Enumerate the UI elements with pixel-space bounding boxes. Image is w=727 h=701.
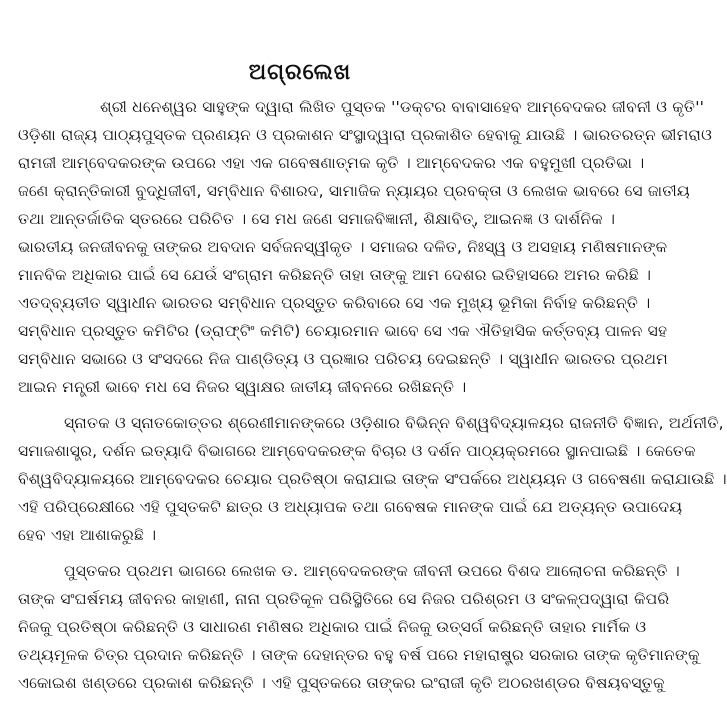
text-line: ସ୍ନାତକ ଓ ସ୍ନାତକୋତ୍ତର ଶ୍ରେଣୀମାନଙ୍କରେ ଓଡ଼ିଶାର ବିଭିନ୍ନ ବିଶ୍ୱବିଦ୍ୟାଳୟର ରାଜନୀତି ବିଜ୍ଞାନ, ଅର୍ଥନୀତି, xyxy=(64,414,724,432)
text-line: ହେବ ଏହା ଆଶାକରୁଛି । xyxy=(18,526,157,544)
text-line: ଏତଦ୍‌ବ୍ୟତୀତ ସ୍ୱାଧୀନ ଭାରତର ସମ୍ବିଧାନ ପ୍ରସ୍ତୁତ କରିବାରେ ସେ ଏକ ମୁଖ୍ୟ ଭୂମିକା ନିର୍ବାହ କରିଛନ୍ତି । xyxy=(18,294,651,312)
text-line: ସମ୍ବିଧାନ ପ୍ରସ୍ତୁତ କମିଟିର (ଡ୍ରାଫ୍‌ଟିଂ କମିଟି) ଚେୟାରମାନ ଭାବେ ସେ ଏକ ଐତିହାସିକ କର୍ତ୍ତବ୍ୟ ପାଳନ ସହ xyxy=(18,322,668,340)
text-line: ପୁସ୍ତକର ପ୍ରଥମ ଭାଗରେ ଲେଖକ ଡ. ଆମ୍ବେଦକରଙ୍କ ଜୀବନୀ ଉପରେ ବିଶଦ ଆଲୋଚନା କରିଛନ୍ତି । xyxy=(64,562,680,580)
text-line: ସମାଜଶାସ୍ତ୍ର, ଦର୍ଶନ ଇତ୍ୟାଦି ବିଭାଗରେ ଆମ୍ବେଦକରଙ୍କ ବିଚାର ଓ ଦର୍ଶନ ପାଠ୍ୟକ୍ରମରେ ସ୍ଥାନପାଇଛି । କେତେକ xyxy=(18,442,696,460)
page-title: ଅଗ୍ରଲେଖ xyxy=(248,60,352,85)
text-line: ଆଇନ ମନ୍ତ୍ରୀ ଭାବେ ମଧ ସେ ନିଜର ସ୍ୱାକ୍ଷର ଜାତୀୟ ଜୀବନରେ ରଖିଛନ୍ତି । xyxy=(18,378,467,396)
text-line: ଜଣେ କ୍ରାନ୍ତିକାରୀ ବୁଦ୍ଧିଜୀବୀ, ସମ୍ବିଧାନ ବିଶାରଦ, ସାମାଜିକ ନ୍ୟାୟର ପ୍ରବକ୍ତା ଓ ଲେଖକ ଭାବରେ ସେ ଜାତୀୟ xyxy=(18,182,690,200)
text-line: ତଥ୍ୟମୂଳକ ଚିତ୍ର ପ୍ରଦାନ କରିଛନ୍ତି । ତାଙ୍କ ଦେହାନ୍ତର ବହୁ ବର୍ଷ ପରେ ମହାରାଷ୍ଟ୍ର ସରକାର ତାଙ୍କ କୃତିମାନଙ୍କୁ xyxy=(18,646,700,664)
text-line: ଏହି ପରିପ୍ରେକ୍ଷୀରେ ଏହି ପୁସ୍ତକଟି ଛାତ୍ର ଓ ଅଧ୍ୟାପକ ତଥା ଗବେଷକ ମାନଙ୍କ ପାଇଁ ଯେ ଅତ୍ୟନ୍ତ ଉପାଦେୟ xyxy=(18,498,683,516)
text-line: ବିଶ୍ୱବିଦ୍ୟାଳୟରେ ଆମ୍ବେଦକର ଚେୟାର ପ୍ରତିଷ୍ଠା କରାଯାଇ ତାଙ୍କ ସଂପର୍କରେ ଅଧ୍ୟୟନ ଓ ଗବେଷଣା କରାଯାଉଛି । xyxy=(18,470,727,488)
text-line: ମାନବିକ ଅଧିକାର ପାଇଁ ସେ ଯେଉଁ ସଂଗ୍ରାମ କରିଛନ୍ତି ତାହା ତାଙ୍କୁ ଆମ ଦେଶର ଇତିହାସରେ ଅମର କରିଛି । xyxy=(18,266,652,284)
text-line: ତାଙ୍କ ସଂଘର୍ଷମୟ ଜୀବନର କାହାଣୀ, ନାନା ପ୍ରତିକୂଳ ପରିସ୍ଥିତିରେ ସେ ନିଜର ପରିଶ୍ରମ ଓ ସଂକଳ୍ପଦ୍ୱାରା କିପରି xyxy=(18,590,670,608)
text-line: ଏକୋଇଶ ଖଣ୍ଡରେ ପ୍ରକାଶ କରିଛନ୍ତି । ଏହି ପୁସ୍ତକରେ ତାଙ୍କର ଇଂରାଜୀ କୃତି ଅଠରଖଣ୍ଡର ବିଷୟବସ୍ତୁକୁ xyxy=(18,674,665,692)
text-line: ସମ୍ବିଧାନ ସଭାରେ ଓ ସଂସଦରେ ନିଜ ପାଣ୍ଡିତ୍ୟ ଓ ପ୍ରଜ୍ଞାର ପରିଚୟ ଦେଇଛନ୍ତି । ସ୍ୱାଧୀନ ଭାରତର ପ୍ରଥମ xyxy=(18,350,668,368)
text-line: ଭାରତୀୟ ଜନଜୀବନକୁ ତାଙ୍କର ଅବଦାନ ସର୍ବଜନସ୍ୱୀକୃତ । ସମାଜର ଦଳିତ, ନିଃସ୍ୱ ଓ ଅସହାୟ ମଣିଷମାନଙ୍କ xyxy=(18,238,668,256)
text-line: ନିଜକୁ ପ୍ରତିଷ୍ଠା କରିଛନ୍ତି ଓ ସାଧାରଣ ମଣିଷର ଅଧିକାର ପାଇଁ ନିଜକୁ ଉତ୍ସର୍ଗ କରିଛନ୍ତି ତାହାର ମାର୍ମିକ ଓ xyxy=(18,618,647,636)
text-line: ରାମଜୀ ଆମ୍ବେଦକରଙ୍କ ଉପରେ ଏହା ଏକ ଗବେଷଣାତ୍ମକ କୃତି । ଆମ୍ବେଦକର ଏକ ବହୁମୁଖୀ ପ୍ରତିଭା । xyxy=(18,154,645,172)
text-line: ଶ୍ରୀ ଧନେଶ୍ୱର ସାହୁଙ୍କ ଦ୍ୱାରା ଲିଖିତ ପୁସ୍ତକ ''ଡକ୍ଟର ବାବାସାହେବ ଆମ୍ବେଦକର ଜୀବନୀ ଓ କୃତି'' xyxy=(100,98,705,116)
text-line: ତଥା ଆନ୍ତର୍ଜାତିକ ସ୍ତରରେ ପରିଚିତ । ସେ ମଧ ଜଣେ ସମାଜବିଜ୍ଞାନୀ, ଶିକ୍ଷାବିତ୍, ଆଇନଜ୍ଞ ଓ ଦାର୍ଶନିକ । xyxy=(18,210,616,228)
text-line: ଓଡ଼ିଶା ରାଜ୍ୟ ପାଠ୍ୟପୁସ୍ତକ ପ୍ରଣୟନ ଓ ପ୍ରକାଶନ ସଂସ୍ଥାଦ୍ୱାରା ପ୍ରକାଶିତ ହେବାକୁ ଯାଉଛି । ଭାରତରତ୍ନ ଭୀମରାଓ xyxy=(18,126,712,144)
